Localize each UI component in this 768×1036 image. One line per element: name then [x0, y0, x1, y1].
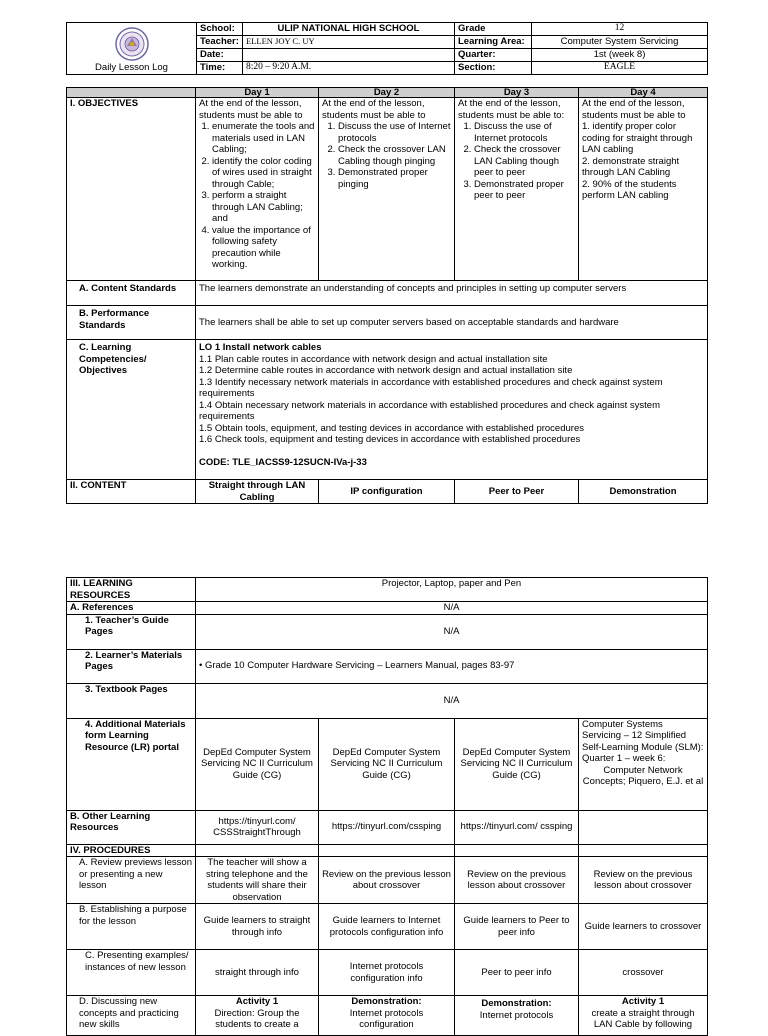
procedure-d-day2: [319, 996, 455, 1036]
grade-value: 12: [532, 23, 708, 36]
resources-table: [66, 577, 708, 1036]
list-item: 1.6 Check tools, equipment and testing devices in accordance with established procedures: [199, 434, 581, 445]
procedure-d-label: D. Discussing new concepts and practicing new skills: [67, 996, 196, 1036]
procedure-c-day2: Internet protocols configuration info: [319, 950, 455, 996]
list-item: 1. identify proper color coding for straight through LAN cabling: [582, 121, 693, 155]
other-resources-day4: [579, 810, 708, 844]
content-standards-label: A. Content Standards: [67, 281, 196, 306]
list-item: 3. Demonstrated proper pinging: [338, 167, 451, 190]
other-resources-day2: https://tinyurl.com/cssping: [319, 810, 455, 844]
procedure-d-day1: [196, 996, 319, 1036]
procedure-c-day3: Peer to peer info: [455, 950, 579, 996]
additional-materials-day4-text: Computer Network Concepts; Piquero, E.J. et al: [582, 764, 704, 787]
objectives-intro: At the end of the lesson, students must be able to: [322, 98, 426, 121]
list-item: 1. Discuss the use of Internet protocols: [474, 121, 575, 144]
school-label: School:: [197, 23, 243, 36]
objectives-day2: [319, 98, 455, 281]
content-day2: IP configuration: [319, 480, 455, 504]
procedure-b-day2: Guide learners to Internet protocols configuration info: [319, 904, 455, 950]
objectives-day4: [579, 98, 708, 281]
procedure-b-day4: Guide learners to crossover: [579, 904, 708, 950]
activity-text: Direction: Group the students to create a: [214, 1007, 300, 1030]
content-day1: Straight through LAN Cabling: [196, 480, 319, 504]
section-label: Section:: [455, 61, 532, 74]
other-resources-day3: https://tinyurl.com/ cssping: [455, 810, 579, 844]
teacher-label: Teacher:: [197, 35, 243, 48]
list-item: 2. 90% of the students perform LAN cabling: [582, 178, 677, 201]
learners-materials-label: 2. Learner’s Materials Pages: [67, 649, 196, 683]
procedure-c-day1: straight through info: [196, 950, 319, 996]
quarter-value: 1st (week 8): [532, 48, 708, 61]
date-label: Date:: [197, 48, 243, 61]
list-item: 2. Check the crossover LAN Cabling though pinging: [338, 144, 451, 167]
objectives-intro: At the end of the lesson, students must be able to:: [458, 98, 565, 121]
learners-materials-value: • Grade 10 Computer Hardware Servicing – Learners Manual, pages 83-97: [196, 649, 708, 683]
performance-standards-text: The learners shall be able to set up computer servers based on acceptable standards and hardware: [196, 306, 708, 340]
time-value: 8:20 – 9:20 A.M.: [243, 61, 455, 74]
list-item: 1.3 Identify necessary network materials in accordance with established procedures and check against system requirements: [199, 376, 663, 399]
resources-value: Projector, Laptop, paper and Pen: [196, 578, 708, 602]
table-cell: [455, 844, 579, 857]
list-item: 1. enumerate the tools and materials used in LAN Cabling;: [212, 121, 315, 156]
procedure-b-day3: Guide learners to Peer to peer info: [455, 904, 579, 950]
teachers-guide-label: 1. Teacher’s Guide Pages: [67, 614, 196, 649]
procedure-a-label: A. Review previews lesson or presenting a new lesson: [67, 857, 196, 904]
objectives-table: [66, 87, 708, 504]
other-resources-label: B. Other Learning Resources: [67, 810, 196, 844]
deped-seal-icon: [115, 27, 149, 61]
list-item: 1.4 Obtain necessary network materials in accordance with established procedures and check against system requirements: [199, 399, 660, 422]
activity-title: Activity 1: [621, 996, 665, 1007]
competencies-code: CODE: TLE_IACSS9-12SUCN-IVa-j-33: [199, 456, 367, 468]
list-item: 2. identify the color coding of wires used in straight through Cable;: [212, 156, 315, 191]
list-item: 3. perform a straight through LAN Cabling; and: [212, 190, 315, 225]
additional-materials-day4: [579, 718, 708, 810]
list-item: 1.2 Determine cable routes in accordance with network design and actual installation site: [199, 365, 573, 376]
activity-title: Demonstration:: [351, 996, 422, 1007]
header-logo-cell: [67, 23, 197, 75]
objectives-label: I. OBJECTIVES: [67, 98, 196, 281]
list-item: 2. demonstrate straight through LAN Cabling: [582, 155, 680, 178]
performance-standards-label: B. Performance Standards: [67, 306, 196, 340]
table-cell: [196, 844, 319, 857]
teacher-value: ELLEN JOY C. UY: [243, 35, 455, 48]
date-value: [243, 48, 455, 61]
additional-materials-day4-text: Computer Systems Servicing – 12 Simplified Self-Learning Module (SLM): Quarter 1 – week 6:: [582, 718, 704, 764]
additional-materials-day2: DepEd Computer System Servicing NC II Curriculum Guide (CG): [319, 718, 455, 810]
activity-title: Activity 1: [235, 996, 279, 1007]
time-label: Time:: [197, 61, 243, 74]
section-value: EAGLE: [532, 61, 708, 74]
day-header-3: Day 3: [455, 88, 579, 98]
header-table: [66, 22, 708, 75]
table-cell: [319, 844, 455, 857]
additional-materials-day3: DepEd Computer System Servicing NC II Curriculum Guide (CG): [455, 718, 579, 810]
objectives-intro: At the end of the lesson, students must be able to: [582, 98, 686, 121]
references-value: N/A: [196, 602, 708, 615]
content-day3: Peer to Peer: [455, 480, 579, 504]
procedure-d-day4: [579, 996, 708, 1036]
school-value: ULIP NATIONAL HIGH SCHOOL: [243, 23, 455, 36]
procedure-c-day4: crossover: [579, 950, 708, 996]
day-header-1: Day 1: [196, 88, 319, 98]
content-standards-text: The learners demonstrate an understanding of concepts and principles in setting up computer servers: [196, 281, 708, 306]
quarter-label: Quarter:: [455, 48, 532, 61]
list-item: 2. Check the crossover LAN Cabling though peer to peer: [474, 144, 575, 179]
competencies-heading: LO 1 Install network cables: [199, 342, 322, 353]
grade-label: Grade: [455, 23, 532, 36]
activity-title: Demonstration:: [481, 998, 552, 1009]
day-header-2: Day 2: [319, 88, 455, 98]
activity-text: create a straight through LAN Cable by following: [591, 1007, 695, 1030]
content-label: II. CONTENT: [67, 480, 196, 504]
competencies-cell: [196, 340, 708, 480]
competencies-label: C. Learning Competencies/ Objectives: [67, 340, 196, 480]
teachers-guide-value: N/A: [196, 614, 708, 649]
learning-area-label: Learning Area:: [455, 35, 532, 48]
objectives-day3: [455, 98, 579, 281]
objectives-day1: [196, 98, 319, 281]
textbook-value: N/A: [196, 683, 708, 718]
list-item: 4. value the importance of following safety precaution while working.: [212, 225, 315, 271]
content-day4: Demonstration: [579, 480, 708, 504]
procedure-a-day4: Review on the previous lesson about crossover: [579, 857, 708, 904]
learning-area-value: Computer System Servicing: [532, 35, 708, 48]
day-header-4: Day 4: [579, 88, 708, 98]
activity-text: Internet protocols configuration: [349, 1007, 424, 1030]
list-item: 1. Discuss the use of Internet protocols: [338, 121, 451, 144]
activity-text: Internet protocols: [479, 1009, 554, 1021]
procedure-a-day2: Review on the previous lesson about crossover: [319, 857, 455, 904]
references-label: A. References: [67, 602, 196, 615]
objectives-intro: At the end of the lesson, students must be able to: [199, 98, 303, 121]
day-header-blank: [67, 88, 196, 98]
table-cell: [579, 844, 708, 857]
textbook-label: 3. Textbook Pages: [67, 683, 196, 718]
other-resources-day1: https://tinyurl.com/ CSSStraightThrough: [196, 810, 319, 844]
procedure-c-label: C. Presenting examples/ instances of new lesson: [67, 950, 196, 996]
resources-label: III. LEARNING RESOURCES: [67, 578, 196, 602]
procedure-b-day1: Guide learners to straight through info: [196, 904, 319, 950]
list-item: 3. Demonstrated proper peer to peer: [474, 179, 575, 202]
procedure-a-day3: Review on the previous lesson about crossover: [455, 857, 579, 904]
procedure-a-day1: The teacher will show a string telephone and the students will share their observation: [196, 857, 319, 904]
header-title: Daily Lesson Log: [95, 62, 168, 73]
procedures-label: IV. PROCEDURES: [67, 844, 196, 857]
additional-materials-label: 4. Additional Materials form Learning Resource (LR) portal: [67, 718, 196, 810]
procedure-b-label: B. Establishing a purpose for the lesson: [67, 904, 196, 950]
additional-materials-day1: DepEd Computer System Servicing NC II Curriculum Guide (CG): [196, 718, 319, 810]
procedure-d-day3: [455, 996, 579, 1036]
list-item: 1.5 Obtain tools, equipment, and testing devices in accordance with established procedures: [199, 422, 584, 434]
list-item: 1.1 Plan cable routes in accordance with network design and actual installation site: [199, 353, 548, 365]
